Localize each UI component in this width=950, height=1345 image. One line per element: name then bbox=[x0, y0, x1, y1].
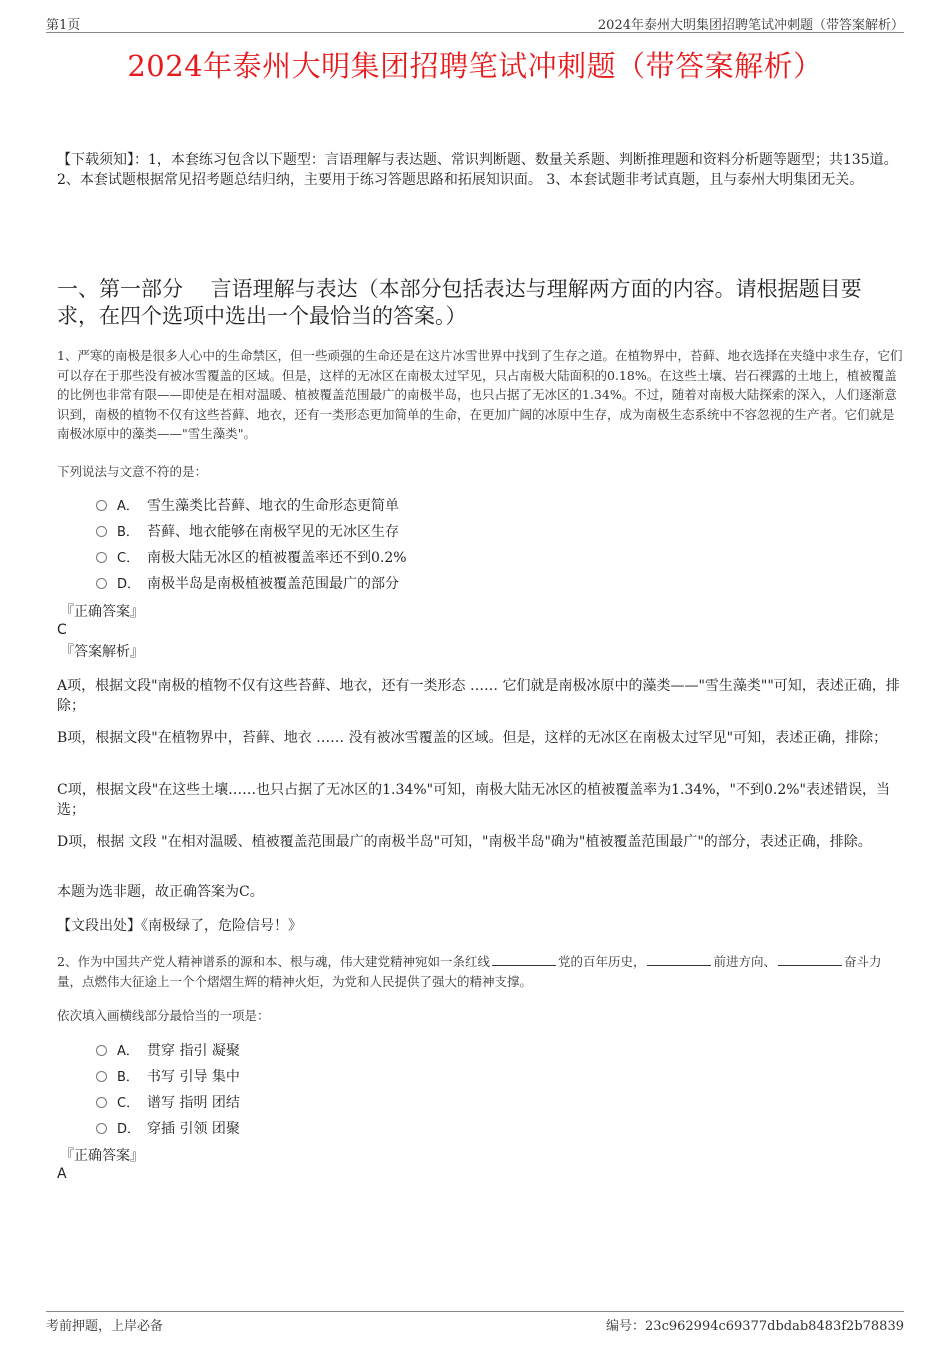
q2-option-a[interactable]: A． 贯穿 指引 凝聚 bbox=[96, 1041, 240, 1061]
q2-option-d[interactable]: D． 穿插 引领 团聚 bbox=[96, 1119, 240, 1139]
page-title: 2024年泰州大明集团招聘笔试冲刺题（带答案解析） bbox=[127, 49, 823, 83]
footer-serial: 编号：23c962994c69377dbdab8483f2b78839 bbox=[606, 1319, 904, 1334]
q1-analysis-b: B项，根据文段"在植物界中，苔藓、地衣 …… 没有被冰雪覆盖的区域。但是，这样的无冰区在南极太过罕见"可知，表述正确，排除； bbox=[57, 730, 888, 746]
radio-icon[interactable] bbox=[96, 552, 107, 563]
footer-slogan: 考前押题，上岸必备 bbox=[46, 1319, 164, 1334]
radio-icon[interactable] bbox=[96, 526, 107, 537]
q1-option-b[interactable]: B． 苔藓、地衣能够在南极罕见的无冰区生存 bbox=[96, 522, 399, 542]
q2-option-c[interactable]: C． 谱写 指明 团结 bbox=[96, 1093, 240, 1113]
q1-ask: 下列说法与文意不符的是： bbox=[57, 464, 208, 479]
q1-analysis-c: C项，根据文段"在这些土壤……也只占据了无冰区的1.34%"可知，南极大陆无冰区的植被覆盖率为1.34%，"不到0.2%"表述错误，当选； bbox=[57, 782, 890, 818]
q1-conclusion: 本题为选非题，故正确答案为C。 bbox=[57, 884, 264, 900]
q2-stem: 2、作为中国共产党人精神谱系的源和本、根与魂，伟大建党精神宛如一条红线 党的百年历史， 前进方向、 奋斗力量，点燃伟大征途上一个个熠熠生辉的精神火炬，为党和人民提供了强大的精神支撑。 bbox=[57, 954, 882, 989]
q1-answer-label: 『正确答案』 bbox=[60, 604, 144, 620]
q2-ask: 依次填入画横线部分最恰当的一项是： bbox=[57, 1008, 270, 1023]
fill-blank-3[interactable] bbox=[778, 954, 842, 966]
radio-icon[interactable] bbox=[96, 500, 107, 511]
q1-analysis-label: 『答案解析』 bbox=[60, 644, 144, 660]
q1-source: 【文段出处】《南极绿了，危险信号！》 bbox=[57, 918, 302, 934]
q1-option-c[interactable]: C． 南极大陆无冰区的植被覆盖率还不到0.2% bbox=[96, 548, 407, 568]
q1-stem: 1、严寒的南极是很多人心中的生命禁区，但一些顽强的生命还是在这片冰雪世界中找到了生存之道。在植物界中，苔藓、地衣选择在夹缝中求生存，它们可以存在于那些没有被冰雪覆盖的区域。但是，这样的无冰区在南极太过罕见，只占南极大陆面积的0.18%。在这些土壤、岩石裸露的土地上，植被覆盖的比例也非常有限——即使是在相对温暖、植被覆盖范围最广的南极半岛，也只占据了无冰区的1.34%。不过，随着对南极大陆探索的深入，人们逐渐意识到，南极的植物不仅有这些苔藓、地衣，还有一类形态更加简单的生命，在更加广阔的冰原中生存，成为南极生态系统中不容忽视的生产者。它们就是南极冰原中的藻类——"雪生藻类"。 bbox=[57, 348, 903, 441]
section-heading: 一、第一部分 言语理解与表达（本部分包括表达与理解两方面的内容。请根据题目要求，在四个选项中选出一个最恰当的答案。） bbox=[57, 277, 862, 328]
q1-answer: C bbox=[57, 622, 67, 638]
q1-analysis-d: D项，根据 文段 "在相对温暖、植被覆盖范围最广的南极半岛"可知，"南极半岛"确为"植被覆盖范围最广"的部分，表述正确，排除。 bbox=[57, 834, 872, 850]
q2-answer-label: 『正确答案』 bbox=[60, 1148, 144, 1164]
fill-blank-1[interactable] bbox=[492, 954, 556, 966]
q1-analysis-a: A项，根据文段"南极的植物不仅有这些苔藓、地衣，还有一类形态 …… 它们就是南极冰原中的藻类——"雪生藻类""可知，表述正确，排除； bbox=[57, 678, 900, 714]
radio-icon[interactable] bbox=[96, 578, 107, 589]
download-notice: 【下载须知】：1，本套练习包含以下题型：言语理解与表达题、常识判断题、数量关系题、判断推理题和资料分析题等题型；共135道。 2、本套试题根据常见招考题总结归纳，主要用于练习答题思路和拓展知识面。 3、本套试题非考试真题，且与泰州大明集团无关。 bbox=[57, 152, 898, 188]
fill-blank-2[interactable] bbox=[647, 954, 711, 966]
q1-option-d[interactable]: D． 南极半岛是南极植被覆盖范围最广的部分 bbox=[96, 574, 399, 594]
q2-answer: A bbox=[57, 1166, 67, 1182]
radio-icon[interactable] bbox=[96, 1097, 107, 1108]
radio-icon[interactable] bbox=[96, 1123, 107, 1134]
radio-icon[interactable] bbox=[96, 1045, 107, 1056]
page-header bbox=[46, 14, 904, 33]
q2-option-b[interactable]: B． 书写 引导 集中 bbox=[96, 1067, 240, 1087]
radio-icon[interactable] bbox=[96, 1071, 107, 1082]
page-footer bbox=[46, 1311, 904, 1334]
page-number: 第1页 bbox=[46, 18, 81, 33]
header-doc-title: 2024年泰州大明集团招聘笔试冲刺题（带答案解析） bbox=[597, 18, 904, 33]
q1-option-a[interactable]: A． 雪生藻类比苔藓、地衣的生命形态更简单 bbox=[96, 496, 399, 516]
